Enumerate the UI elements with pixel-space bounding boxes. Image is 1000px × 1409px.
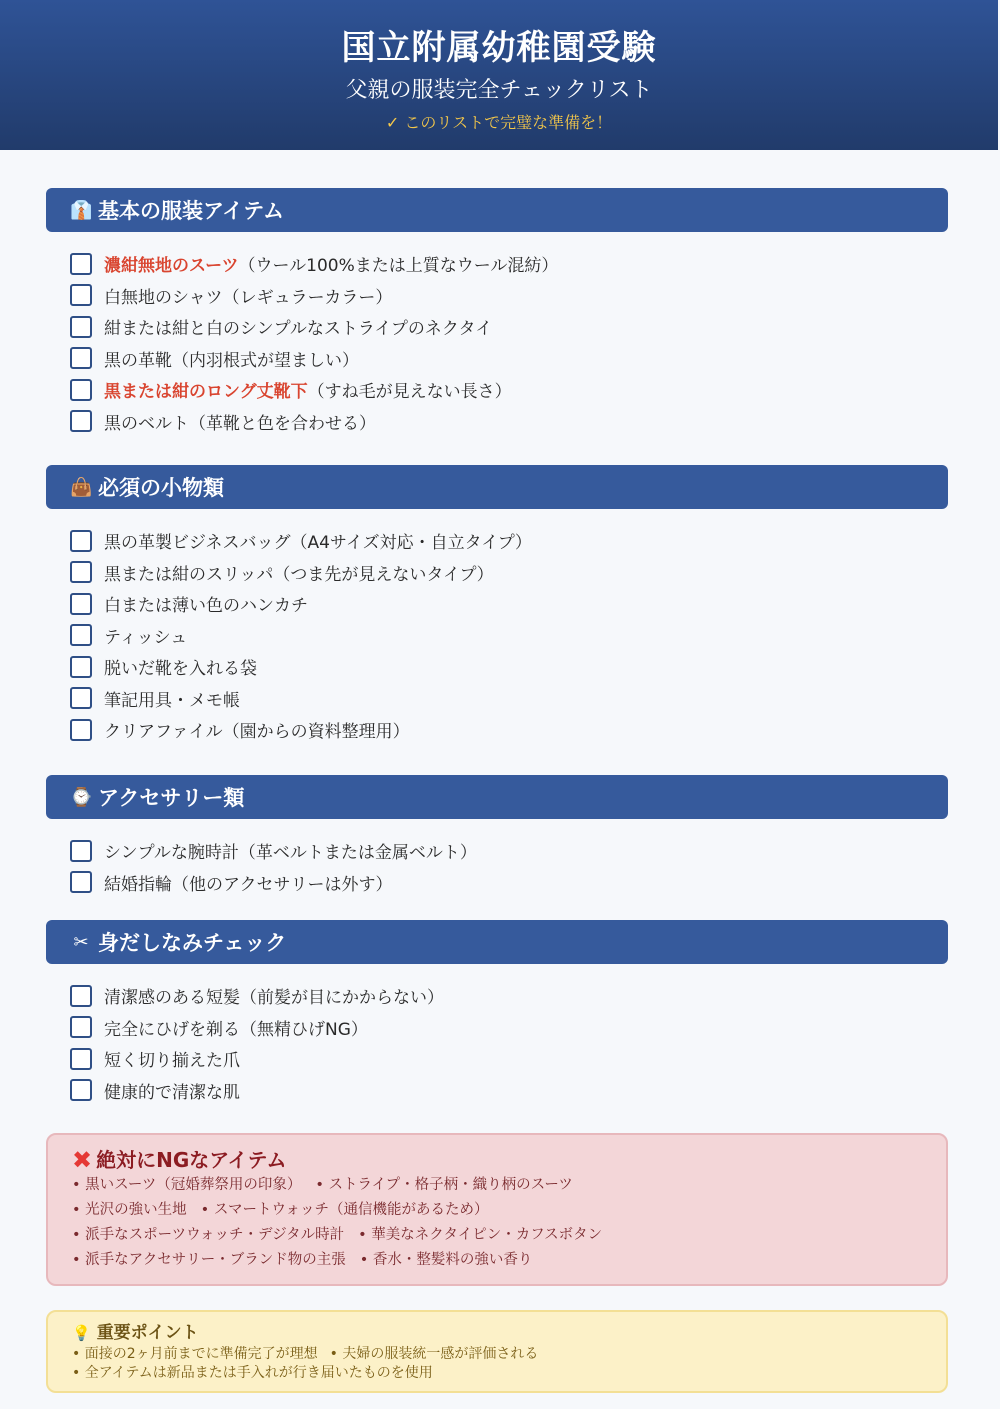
checklist-item[interactable] (70, 980, 948, 1012)
checklist-item[interactable] (70, 588, 948, 620)
important-points-box (46, 1310, 948, 1393)
checklist-item[interactable] (70, 248, 948, 280)
checklist-item[interactable] (70, 1043, 948, 1075)
checklist (46, 525, 948, 746)
item-label: 黒のベルト（革靴と色を合わせる） (104, 413, 376, 434)
checklist-item[interactable] (70, 374, 948, 406)
item-label: クリアファイル（園からの資料整理用） (104, 722, 410, 743)
ng-items-box (46, 1133, 948, 1286)
checkbox[interactable] (70, 410, 92, 432)
scissors-icon: ✂ (73, 931, 89, 953)
item-label: （ウール100%または上質なウール混紡） (238, 256, 559, 277)
bullet-text: • 派手なアクセサリー・ブランド物の主張 (72, 1252, 346, 1268)
checklist (46, 835, 948, 898)
checklist-item[interactable] (70, 714, 948, 746)
page-header (0, 0, 998, 150)
item-label: 黒または紺のスリッパ（つま先が見えないタイプ） (104, 564, 494, 585)
section-header (46, 920, 948, 964)
bullet-text: • 華美なネクタイピン・カフスボタン (358, 1227, 603, 1243)
checklist-item[interactable] (70, 311, 948, 343)
checklist-item[interactable] (70, 525, 948, 557)
section-header (46, 775, 948, 819)
item-label: 完全にひげを剃る（無精ひげNG） (104, 1019, 368, 1040)
checkbox[interactable] (70, 687, 92, 709)
bullet-row (72, 1345, 946, 1364)
watch-icon: ⌚ (70, 786, 93, 808)
suit-icon: 👔 (70, 199, 93, 221)
checklist-item[interactable] (70, 867, 948, 899)
section-header (46, 188, 948, 232)
checkbox[interactable] (70, 719, 92, 741)
checklist (46, 980, 948, 1106)
checklist-item[interactable] (70, 651, 948, 683)
checklist-item[interactable] (70, 1075, 948, 1107)
section-title: 基本の服装アイテム (98, 199, 285, 223)
section-2 (46, 465, 948, 746)
lightbulb-icon: 💡 (72, 1324, 91, 1342)
bullet-text: • 全アイテムは新品または手入れが行き届いたものを使用 (72, 1365, 433, 1381)
checkbox[interactable] (70, 253, 92, 275)
checkbox[interactable] (70, 1048, 92, 1070)
checkbox[interactable] (70, 284, 92, 306)
item-label: 結婚指輪（他のアクセサリーは外す） (104, 874, 393, 895)
checklist-item[interactable] (70, 280, 948, 312)
checklist-item[interactable] (70, 835, 948, 867)
section-1 (46, 188, 948, 437)
checklist-item[interactable] (70, 683, 948, 715)
item-label: 紺または紺と白のシンプルなストライプのネクタイ (104, 319, 493, 340)
bullet-text: • 黒いスーツ（冠婚葬祭用の印象） (72, 1177, 302, 1193)
checklist (46, 248, 948, 437)
page-subtitle: 父親の服装完全チェックリスト (345, 78, 653, 103)
bullet-text: • 夫婦の服装統一感が評価される (329, 1346, 539, 1362)
checklist-item[interactable] (70, 406, 948, 438)
checkbox[interactable] (70, 530, 92, 552)
bullet-text: • 派手なスポーツウォッチ・デジタル時計 (72, 1227, 345, 1243)
bullet-text: • スマートウォッチ（通信機能があるため） (200, 1202, 489, 1218)
item-label: 白無地のシャツ（レギュラーカラー） (104, 287, 393, 308)
section-3 (46, 775, 948, 898)
section-header (46, 465, 948, 509)
item-highlight: 濃紺無地のスーツ (104, 256, 239, 277)
checkbox[interactable] (70, 316, 92, 338)
item-highlight: 黒または紺のロング丈靴下 (104, 382, 308, 403)
checklist-item[interactable] (70, 620, 948, 652)
item-label: ティッシュ (104, 627, 188, 648)
item-label: （すね毛が見えない長さ） (307, 382, 512, 403)
checkbox[interactable] (70, 1016, 92, 1038)
section-4 (46, 920, 948, 1106)
item-label: 黒の革製ビジネスバッグ（A4サイズ対応・自立タイプ） (104, 533, 532, 554)
item-label: シンプルな腕時計（革ベルトまたは金属ベルト） (104, 843, 477, 864)
bullet-row (72, 1173, 946, 1198)
item-label: 白または薄い色のハンカチ (104, 596, 308, 617)
checkbox[interactable] (70, 985, 92, 1007)
item-label: 清潔感のある短髪（前髪が目にかからない） (104, 988, 444, 1009)
bullet-text: • 面接の2ヶ月前までに準備完了が理想 (72, 1346, 318, 1362)
page-tagline: ✓ このリストで完璧な準備を！ (385, 113, 613, 132)
checkbox[interactable] (70, 379, 92, 401)
bullet-text: • 香水・整髪料の強い香り (359, 1252, 533, 1268)
checklist-item[interactable] (70, 343, 948, 375)
checklist-item[interactable] (70, 557, 948, 589)
cross-icon: ✖ (72, 1146, 93, 1174)
section-title: 必須の小物類 (98, 476, 224, 500)
section-title: 身だしなみチェック (98, 931, 287, 955)
checkbox[interactable] (70, 1079, 92, 1101)
checkbox[interactable] (70, 561, 92, 583)
page-title: 国立附属幼稚園受験 (341, 28, 657, 68)
checkbox[interactable] (70, 593, 92, 615)
bullet-row (72, 1364, 946, 1383)
bullet-row (72, 1223, 946, 1248)
checkbox[interactable] (70, 871, 92, 893)
checklist-item[interactable] (70, 1012, 948, 1044)
checkbox[interactable] (70, 656, 92, 678)
bullet-text: • 光沢の強い生地 (72, 1202, 187, 1218)
ng-box-title: 絶対にNGなアイテム (96, 1148, 287, 1172)
checkbox[interactable] (70, 624, 92, 646)
checkbox[interactable] (70, 840, 92, 862)
item-label: 短く切り揃えた爪 (104, 1051, 240, 1072)
bullet-row (72, 1248, 946, 1273)
item-label: 筆記用具・メモ帳 (104, 690, 240, 711)
item-label: 健康的で清潔な肌 (104, 1082, 240, 1103)
checkbox[interactable] (70, 347, 92, 369)
bullet-text: • ストライプ・格子柄・織り柄のスーツ (315, 1177, 573, 1193)
tip-box-title: 重要ポイント (96, 1323, 199, 1343)
item-label: 脱いだ靴を入れる袋 (104, 659, 257, 680)
bullet-row (72, 1198, 946, 1223)
handbag-icon: 👜 (70, 476, 93, 498)
item-label: 黒の革靴（内羽根式が望ましい） (104, 350, 359, 371)
section-title: アクセサリー類 (98, 786, 245, 810)
